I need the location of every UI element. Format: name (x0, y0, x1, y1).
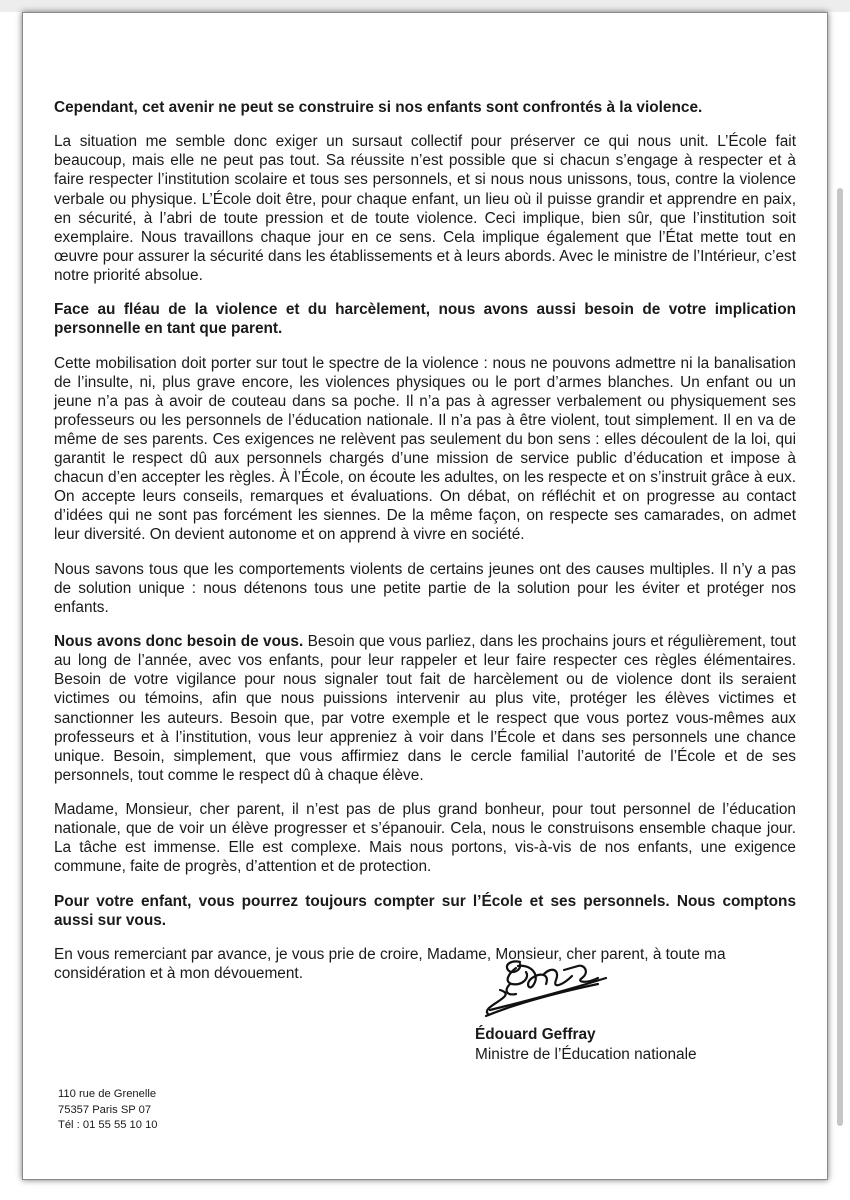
address-city: 75357 Paris SP 07 (58, 1103, 152, 1116)
paragraph-happiness: Madame, Monsieur, cher parent, il n’est pas de plus grand bonheur, pour tout personnel de l’éducation nationale, que de voir un élève progresser et s’épanouir. Cela, nous le construisons ensemble chaque jour. La tâche est immense. Elle est complexe. Mais nous portons, vis-à-vis de nos enfants, une exigence commune, faite de progrès, d’attention et de protection. (54, 801, 796, 876)
paragraph-collective-effort: La situation me semble donc exiger un sursaut collectif pour préserver ce qui nous unit. L’École fait beaucoup, mais elle ne peut pas tout. Sa réussite n’est possible que si chacun s’engage à respecter et à faire respecter l’institution scolaire et tous ses personnels, et si nous nous unissons, tous, contre la violence verbale ou physique. L’École doit être, pour chaque enfant, un lieu où il puisse grandir et apprendre en paix, en sécurité, à l’abri de toute pression et de toute violence. Ceci implique, bien sûr, que l’institution soit exemplaire. Nous travaillons chaque jour en ce sens. Cela implique également que l’État mette tout en œuvre pour assurer la sécurité dans les établissements et à leurs abords. Avec le ministre de l’Intérieur, c’est notre priorité absolue. (54, 133, 796, 284)
paragraph-need-you-lead: Nous avons donc besoin de vous. (54, 633, 304, 651)
paragraph-causes: Nous savons tous que les comportements violents de certains jeunes ont des causes multiples. Il n’y a pas de solution unique : nous détenons tous une petite partie de la solution pour les éviter et protéger nos enfants. (54, 560, 796, 616)
paragraph-need-you (54, 632, 796, 785)
signer-title: Ministre de l’Éducation nationale (475, 1046, 697, 1063)
letter-body (54, 98, 796, 998)
paragraph-count-on-school: Pour votre enfant, vous pourrez toujours compter sur l’École et ses personnels. Nous comptons aussi sur vous. (54, 892, 796, 929)
vertical-scrollbar-thumb[interactable] (837, 188, 843, 1126)
signer-name: Édouard Geffray (475, 1026, 596, 1043)
paragraph-violence-intro: Cependant, cet avenir ne peut se construire si nos enfants sont confrontés à la violence. (54, 99, 703, 116)
letter-page (22, 12, 828, 1180)
address-street: 110 rue de Grenelle (58, 1088, 157, 1100)
window-top-strip (0, 0, 850, 12)
paragraph-mobilisation: Cette mobilisation doit porter sur tout le spectre de la violence : nous ne pouvons admettre ni la banalisation de l’insulte, ni, plus grave encore, les violences physiques ou le port d’armes blanches. Un enfant ou un jeune n’a pas à avoir de couteau dans sa poche. Il n’a pas à agresser verbalement ou physiquement ses professeurs ou les personnels de l’éducation nationale. Il n’a pas à être violent, tout simplement. Il en va de même de ses parents. Ces exigences ne relèvent pas seulement du bon sens : elles découlent de la loi, qui garantit le respect dû aux personnels chargés d’une mission de service public d’éducation et impose à chacun d’en accepter les règles. À l’École, on écoute les adultes, on les respecte et on s’instruit grâce à eux. On accepte leurs conseils, remarques et évaluations. On débat, on réfléchit et on progresse au contact d’idées qui ne sont pas forcément les siennes. De la même façon, on respecte ses camarades, on admet leur diversité. On devient autonome et on apprend à vivre en société. (54, 354, 796, 544)
paragraph-parent-involvement: Face au fléau de la violence et du harcèlement, nous avons aussi besoin de votre implication personnelle en tant que parent. (54, 301, 796, 338)
ministry-address (58, 1087, 158, 1134)
handwritten-signature (460, 944, 610, 1024)
address-phone: Tél : 01 55 55 10 10 (58, 1119, 158, 1131)
signer-block (475, 1025, 697, 1065)
paragraph-closing: En vous remerciant par avance, je vous prie de croire, Madame, Monsieur, cher parent, à toute ma considération et à mon dévouement. (54, 946, 726, 983)
paragraph-need-you-text: Besoin que vous parliez, dans les prochains jours et régulièrement, tout au long de l’année, avec vos enfants, pour leur rappeler et leur faire respecter ces règles élémentaires. Besoin de votre vigilance pour nous signaler tout fait de harcèlement ou de violence dont ils seraient victimes ou témoins, afin que nous puissions intervenir au plus vite, protéger les élèves victimes et sanctionner les auteurs. Besoin que, par votre exemple et le respect que vous portez vous-mêmes aux professeurs et à l’institution, vous leur appreniez à voir dans l’École et dans ses personnels une chance unique. Besoin, simplement, que vous affirmiez dans le cercle familial l’autorité de l’École et de ses personnels, tout comme le respect dû à chaque élève. (54, 633, 797, 784)
